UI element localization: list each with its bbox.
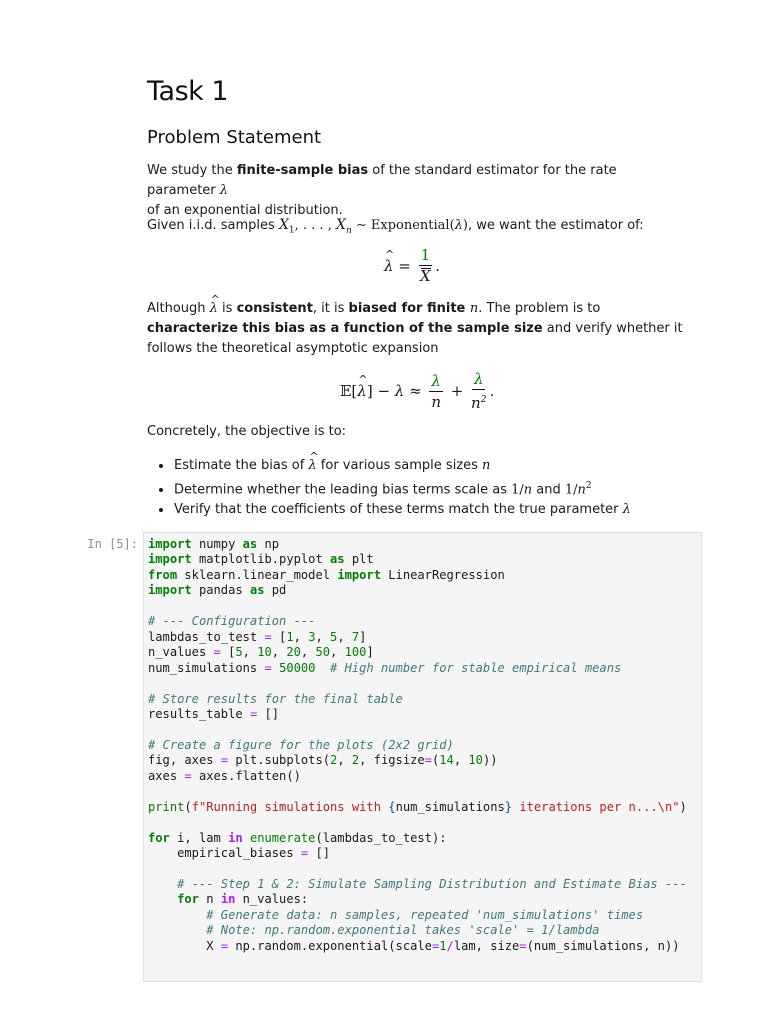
concretely-paragraph: Concretely, the objective is to: [147,424,347,439]
section-heading: Problem Statement [147,127,322,148]
estimator-equation: ^ λ = $\frac{1}{X}$ . [384,246,440,285]
list-item: • Estimate the bias of ^ λ for various sample sizes n [173,456,687,476]
cell-prompt: In [5]: [87,537,138,551]
notebook-title: Task 1 [147,76,229,107]
objective-list [147,456,687,520]
code-editor[interactable]: import numpy as np import matplotlib.pyplot as plt from sklearn.linear_model import LinearRegression import pandas as pd # --- Configuration --- lambdas_to_test = [1, 3, 5, 7] n_values = [5, 10, 20, 50, 100] num_simulations = 50000 # High number for stable empirical means # Store results for the final table results_table = [] # Create a figure for the plots (2x2 grid) fig, axes = plt.subplots(2, 2, figsize=(14, 10)) axes = axes.flatten() print(f"Running simulations with {num_simulations} iterations per n...\n") for i, lam in enumerate(lambdas_to_test): empirical_biases = [] # --- Step 1 & 2: Simulate Sampling Distribution and Estimate Bias --- for n in n_values: # Generate data: n samples, repeated 'num_simulations' times # Note: np.random.exponential takes 'scale' = 1/lambda X = np.random.exponential(scale=1/lam, size=(num_simulations, n)) [148,537,687,953]
list-item: • Determine whether the leading bias terms scale as 1/n and $1/n^2$ [173,476,687,500]
although-paragraph: Although ^ λ is consistent, it is biased for finite n. The problem is to characterize this bias as a function of the sample size and verify whether it follows the theoretical asymptotic expansion [147,299,687,359]
bias-expansion-equation: 𝔼[ ^ λ ] − λ ≈ $\frac{\lambda}{n}$ + $\frac{\lambda}{n^2}$ . [340,370,494,412]
intro-paragraph: We study the finite-sample bias of the standard estimator for the rate parameter λ of an exponential distribution. [147,163,617,218]
code-cell[interactable] [143,532,702,982]
given-paragraph: Given i.i.d. samples $X_1$, . . . , $X_n$ ∼ Exponential(λ), we want the estimator of: [147,217,644,236]
list-item: • Verify that the coefficients of these terms match the true parameter λ [173,500,687,520]
